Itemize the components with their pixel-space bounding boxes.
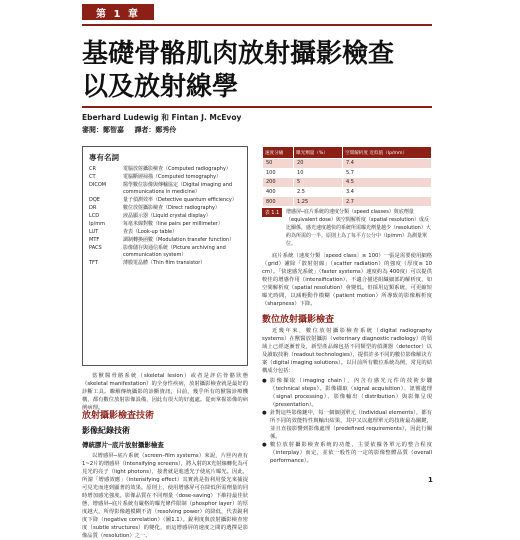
glossary-abbr: CR	[89, 166, 96, 172]
bullet-icon: ●	[262, 378, 267, 384]
glossary-def: 查表（Look-up table）	[123, 229, 178, 235]
table-caption	[262, 208, 432, 248]
speed-class-table	[262, 146, 432, 207]
glossary-def: 電腦斷層掃描（Computed tomography）	[123, 174, 222, 180]
digital-paragraph: 近幾年來，數位放射攝影檢查系統（digital radiography systems）在獸醫放射攝影（veterinary diagnostic radiology）的領域上已經逐漸普及，新型產品線包括不同類型的偵測器（detector）以及讀取技術（readout technologies），提供許多不同的數位影像解決方案（digital imaging solutions）。以目前所有數位系統為例，常見的結構成分包括：	[262, 328, 432, 374]
glossary-abbr: lp/mm	[89, 221, 105, 227]
glossary-def: 調制轉換函數（Modulation transfer function）	[123, 237, 235, 243]
glossary-def: 薄膜電晶體（Thin film transistor）	[123, 260, 206, 266]
glossary-def: 液晶顯示器（Liquid crystal display）	[123, 213, 211, 219]
list-item-text: 影像擷取（imaging chain），內含有感光元件的技術步驟（technical steps）。影像擷取（signal acquisition）、訊號處理（signal processing）、影像輸出（distribution）與影像呈現（presentation）。	[270, 378, 432, 408]
glossary-def: 數位放射攝影檢查（Direct radiography）	[123, 205, 220, 211]
glossary-abbr: DICOM	[89, 182, 107, 188]
table-cell: 2.7	[343, 197, 432, 207]
digital-bullet-list	[262, 377, 432, 465]
glossary-abbr: DQE	[89, 197, 100, 203]
bullet-icon: ●	[262, 410, 267, 416]
right-column	[262, 252, 432, 465]
list-item	[262, 377, 432, 409]
glossary-def: 每毫米線對數（line pairs per millimeter）	[123, 221, 223, 227]
glossary-abbr: LCD	[89, 213, 100, 219]
table-cell: 2.5	[294, 187, 343, 197]
table-row	[263, 178, 432, 188]
table-cell: 7.4	[343, 159, 432, 169]
table-cell: 200	[263, 178, 294, 188]
section-heading-digital: 數位放射攝影檢查	[262, 315, 335, 325]
table-row	[263, 159, 432, 169]
glossary-abbr: LUT	[89, 229, 99, 235]
table-row	[263, 197, 432, 207]
glossary-def: 影像儲存與通信系統（Picture archiving and communication system）	[123, 245, 226, 258]
glossary-row	[89, 245, 241, 259]
glossary-def: 量子偵測效率（Detective quantum efficiency）	[123, 197, 237, 203]
left-column	[82, 372, 248, 412]
translator: 譯者：鄭秀伶	[134, 126, 177, 134]
table-header-cell: 空間解析度 近似值（lp/mm）	[343, 147, 432, 159]
table-caption-label: 表 1.1	[262, 208, 282, 217]
glossary-abbr: MTF	[89, 237, 100, 243]
glossary-abbr: PACS	[89, 245, 102, 251]
glossary-abbr: DR	[89, 205, 97, 211]
table-caption-text: 增感屏─底片系統的速度分類（speed classes）與底劑量（equivalent dose）與空間解析度（spatial resolution）成反比關係，感光速度越快的系統所需曝光劑量越少（resolution）大約為所需的一半。原則上為了每平方公分中（lp/mm）為測量單位。	[286, 209, 431, 247]
glossary-row	[89, 166, 241, 173]
title-line-2: 以及放射線學	[82, 72, 239, 102]
glossary-row	[89, 260, 241, 267]
bullet-icon: ●	[262, 442, 267, 448]
left-column-section	[82, 408, 248, 539]
glossary-row	[89, 205, 241, 212]
right-paragraph-1: 底片系統（速度分類〔speed class〕≥ 100）一張是需要使用細格（grid）濾除「散射射線」（scatter radiation）的強度（厚度≥ 10 cm）。「快速感光系統」（faster systems）速度約為 400度）可以提供較佳的增感作用（intensification），不適合描述組織細部的解析度，如空間解析度（spatial resolution）會變低。但採用這類系統，可更縮短曝光時間，以減輕動作模糊（patient motion）所導致的影像解析度（sharpness）下降。	[262, 253, 432, 307]
table-cell: 400	[263, 187, 294, 197]
table-cell: 10	[294, 168, 343, 178]
glossary-row	[89, 174, 241, 181]
table-header-row	[263, 147, 432, 159]
title-line-1: 基礎骨骼肌肉放射攝影檢查	[82, 39, 395, 69]
header-rule-bottom	[82, 106, 432, 108]
table-row	[263, 187, 432, 197]
table-cell: 1.25	[294, 197, 343, 207]
page-number: 1	[428, 476, 433, 484]
glossary-row	[89, 182, 241, 196]
header-rule-top	[82, 24, 432, 26]
table-cell: 5.7	[343, 168, 432, 178]
glossary-title: 專有名詞	[89, 153, 119, 162]
page-title	[82, 38, 432, 104]
subheading-recording: 影像紀錄技術	[82, 426, 130, 435]
glossary-row	[89, 197, 241, 204]
table-row	[263, 168, 432, 178]
screen-film-paragraph: 以增感屏─底片系統（screen–film systems）來說，片匣內會有1~2片的增感屏（intensifying screens），將入射的X光射線轉化為可見光的亮子（light photons），接著就是進透光子使底片曝光。因此，所謂「增感效應」（intensifying effect）其實就是指利用螢光來捕捉可見光而達到顯著的效果。原則上，使用增感屏可在降低所需劑量的同時增加感光強度。影像品質在不同劑量（dose-saving）下維持最佳狀態，增感屏─底片系統有嚴格的曝光條件限制（phosphor layer）的厚度越大，所得影像越模糊不清（resolving power）的降低，代表銳利度下降（negative correlation）（圖1.1）。銳利度與放射攝影檢查密度（subtle structures）的變化，而這增感屏的速度之間的選擇是影像品質（resolution）之一。	[82, 453, 248, 539]
list-item	[262, 409, 432, 441]
list-item	[262, 441, 432, 465]
list-item-text: 數位放射攝影檢查系統的功能，主要依據各單元的整合程度（interplay）而定，並依一般性的一定的影像整體品質（overall performance）。	[270, 442, 432, 464]
glossary-row	[89, 221, 241, 228]
table-cell: 50	[263, 159, 294, 169]
table-cell: 4.5	[343, 178, 432, 188]
glossary-abbr: CT	[89, 174, 96, 180]
table-cell: 3.4	[343, 187, 432, 197]
table-header-cell: 曝光劑量（%）	[294, 147, 343, 159]
glossary-def: 醫學數位影像與傳輸協定（Digital imaging and communications in medicine）	[123, 182, 233, 195]
glossary-row	[89, 237, 241, 244]
credits	[82, 125, 184, 135]
section-heading-technique: 放射攝影檢查技術	[82, 411, 155, 421]
reviewer: 審閱：鄭智嘉	[82, 126, 124, 134]
glossary-abbr: TFT	[89, 260, 98, 266]
authors: Eberhard Ludewig 和 Fintan J. McEvoy	[82, 113, 242, 122]
glossary-row	[89, 213, 241, 220]
table-cell: 20	[294, 159, 343, 169]
intro-paragraph: 當獸醫骨骼系統（skeletal lesion）或者是評估骨骼狀態（skeletal manifestation）的全身性疾病，放射攝影檢查就是最好的診斷工具。瞭解傳統攝影的診斷資訊，目前，幾乎所有的獸醫診療機構，都有數位放射影像設備，因此有很大的好處處。從而掌握影像的病例病理。	[82, 373, 248, 411]
table-header-cell: 速度分級	[263, 147, 294, 159]
glossary-row	[89, 229, 241, 236]
glossary-box	[82, 146, 248, 366]
list-item-text: 針對這些影像鏈中，每一個個別單元（individual elements），都有所不同的效能特性與輸出結果，其中又以處理單元的技術最為關鍵，並且直接影響到影像處理（predefined requirements），因此行關係。	[270, 410, 432, 440]
table-cell: 5	[294, 178, 343, 188]
subsubheading-screen-film: 傳統膠片─底片放射攝影檢查	[82, 441, 164, 449]
table-cell: 800	[263, 197, 294, 207]
chapter-label: 第 1 章	[82, 4, 154, 20]
table-cell: 100	[263, 168, 294, 178]
glossary-def: 電腦放射攝影檢查（Computed radiography）	[123, 166, 231, 172]
